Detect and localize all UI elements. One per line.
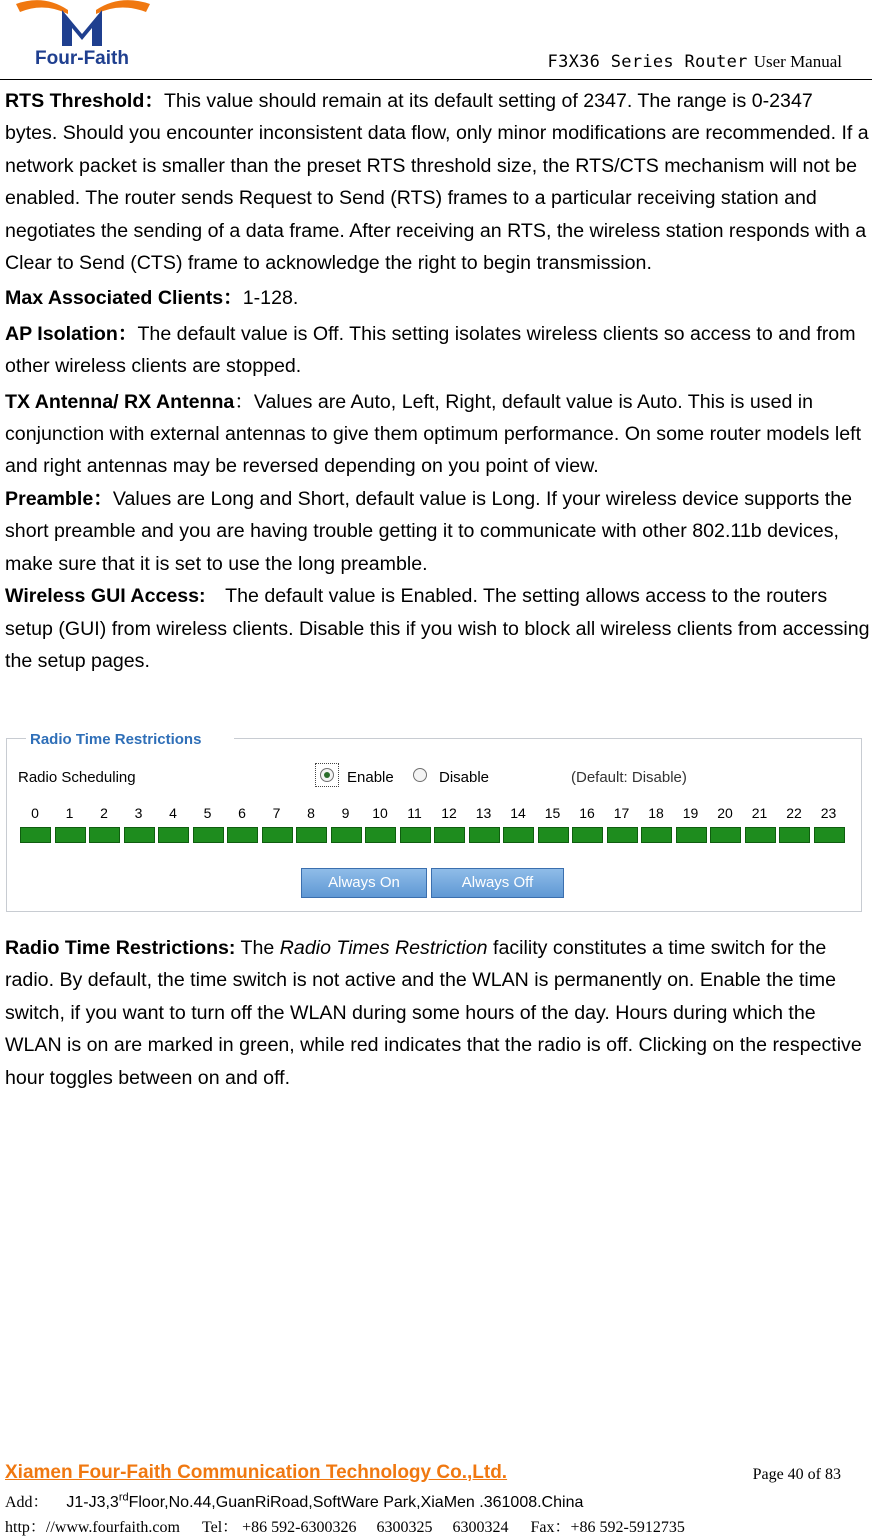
manual-content [5, 85, 870, 677]
paragraph-max-clients [5, 282, 870, 314]
address-label: Add： [5, 1494, 49, 1511]
hour-label-9: 9 [341, 805, 350, 821]
term-ap-isolation: AP Isolation： [5, 322, 138, 345]
hour-label-16: 16 [579, 805, 595, 821]
hour-label-5: 5 [203, 805, 212, 821]
address-pre: J1-J3,3 [66, 1494, 119, 1511]
hour-toggle-15[interactable] [538, 827, 569, 843]
footer-page-number: Page 40 of 83 [752, 1466, 841, 1483]
hour-toggle-2[interactable] [89, 827, 120, 843]
hour-label-10: 10 [372, 805, 388, 821]
text-ap-isolation: The default value is Off. This setting isolates wireless clients so access to and from other wireless clients are stopped. [5, 322, 856, 378]
hour-toggle-19[interactable] [676, 827, 707, 843]
enable-radio[interactable] [320, 768, 334, 782]
header-series: F3X36 Series Router [547, 52, 748, 72]
hour-label-17: 17 [613, 805, 630, 821]
desc-italic: Radio Times Restriction [279, 937, 488, 959]
radio-time-restrictions-panel [6, 731, 862, 912]
hour-label-19: 19 [682, 805, 699, 821]
term-radio-time: Radio Time Restrictions: [5, 937, 236, 959]
term-preamble: Preamble： [5, 487, 113, 510]
hour-toggle-6[interactable] [227, 827, 258, 843]
hour-toggle-8[interactable] [296, 827, 327, 843]
hour-toggle-3[interactable] [124, 827, 155, 843]
hour-toggle-16[interactable] [572, 827, 603, 843]
paragraph-wireless-gui [5, 580, 870, 677]
hour-toggle-10[interactable] [365, 827, 396, 843]
disable-radio-label: Disable [439, 769, 490, 786]
text-preamble: Values are Long and Short, default value is Long. If your wireless device supports the short preamble and you are having trouble getting it to communicate with other 802.11b devices, make sure that it is set to use the long preamble. [5, 487, 853, 575]
fieldset-top-border-left [6, 738, 26, 739]
hour-toggle-9[interactable] [331, 827, 362, 843]
hour-label-7: 7 [272, 805, 281, 821]
header-manual: User Manual [753, 52, 842, 71]
desc-text: facility constitutes a time switch for the radio. By default, the time switch is not active and the WLAN is permanently on. Enable the time switch, if you want to turn off the WLAN during some hours of the day. Hours during which the WLAN is on are marked in green, while red indicates that the radio is off. Clicking on the respective hour toggles between on and off. [5, 937, 862, 1089]
hour-label-11: 11 [407, 805, 422, 821]
hour-toggle-14[interactable] [503, 827, 534, 843]
hour-toggle-11[interactable] [400, 827, 431, 843]
hour-label-13: 13 [475, 805, 492, 821]
hour-toggle-22[interactable] [779, 827, 810, 843]
hour-label-4: 4 [169, 805, 177, 821]
term-max-clients: Max Associated Clients： [5, 287, 243, 310]
hour-label-18: 18 [648, 805, 664, 821]
hour-label-20: 20 [717, 805, 733, 821]
hour-toggle-1[interactable] [55, 827, 86, 843]
term-rts-threshold: RTS Threshold： [5, 90, 164, 112]
hour-label-3: 3 [134, 805, 143, 821]
hour-toggle-20[interactable] [710, 827, 741, 843]
disable-radio[interactable] [413, 768, 427, 782]
paragraph-ap-isolation [5, 318, 870, 383]
hour-label-8: 8 [307, 805, 315, 821]
hour-label-21: 21 [751, 805, 768, 821]
hour-toggle-7[interactable] [262, 827, 293, 843]
svg-text:Four-Faith: Four-Faith [35, 48, 129, 69]
fieldset-top-border-right [234, 738, 862, 739]
hour-toggle-13[interactable] [469, 827, 500, 843]
hour-toggle-17[interactable] [607, 827, 638, 843]
text-antenna: ：Values are Auto, Left, Right, default value is Auto. This is used in conjunction with external antennas to give them optimum performance. On some router models left and right antennas may be reversed depending on you point of view. [5, 390, 862, 478]
hour-label-23: 23 [820, 805, 837, 821]
hour-toggle-18[interactable] [641, 827, 672, 843]
hour-toggle-12[interactable] [434, 827, 465, 843]
paragraph-antenna [5, 386, 870, 483]
term-antenna: TX Antenna/ RX Antenna [5, 390, 235, 413]
hour-toggle-0[interactable] [20, 827, 51, 843]
address-post: Floor,No.44,GuanRiRoad,SoftWare Park,XiaMen .361008.China [128, 1494, 584, 1511]
address-sup: rd [118, 1491, 129, 1504]
four-faith-logo [4, 0, 160, 70]
hour-label-14: 14 [510, 805, 526, 821]
radio-scheduling-label: Radio Scheduling [18, 769, 136, 786]
default-note: (Default: Disable) [571, 769, 687, 786]
footer-website: http：//www.fourfaith.com [5, 1519, 180, 1536]
always-on-button[interactable]: Always On [301, 868, 427, 898]
hour-toggle-21[interactable] [745, 827, 776, 843]
footer-company: Xiamen Four-Faith Communication Technology Co.,Ltd. [5, 1462, 508, 1483]
footer-address [5, 1489, 583, 1512]
hour-label-6: 6 [238, 805, 246, 821]
header-divider [0, 79, 872, 80]
text-wireless-gui: The default value is Enabled. The setting allows access to the routers setup (GUI) from wireless clients. Disable this if you wish to block all wireless clients from accessing the setup pages. [5, 585, 870, 672]
header-title [548, 52, 842, 72]
footer-tel: Tel： +86 592-6300326 6300325 6300324 [201, 1519, 509, 1536]
footer-fax: Fax：+86 592-5912735 [530, 1519, 685, 1536]
text-rts-threshold: This value should remain at its default setting of 2347. The range is 0-2347 bytes. Should you encounter inconsistent data flow, only minor modifications are recommended. If a network packet is smaller than the preset RTS threshold size, the RTS/CTS mechanism will not be enabled. The router sends Request to Send (RTS) frames to a particular receiving station and negotiates the sending of a data frame. After receiving an RTS, the wireless station responds with a Clear to Send (CTS) frame to acknowledge the right to begin transmission. [5, 90, 869, 275]
hour-label-0: 0 [31, 805, 39, 821]
hour-label-15: 15 [544, 805, 561, 821]
hour-label-2: 2 [100, 805, 108, 821]
hour-toggle-4[interactable] [158, 827, 189, 843]
always-off-button[interactable]: Always Off [431, 868, 564, 898]
hour-label-1: 1 [65, 805, 74, 821]
hour-toggle-5[interactable] [193, 827, 224, 843]
term-wireless-gui: Wireless GUI Access: [5, 585, 206, 608]
hour-label-22: 22 [786, 805, 802, 821]
desc-pre: The [235, 937, 280, 959]
hour-toggle-23[interactable] [814, 827, 845, 843]
paragraph-preamble [5, 483, 870, 580]
paragraph-rts-threshold [5, 85, 870, 279]
paragraph-radio-time-restrictions [5, 932, 870, 1094]
radio-time-legend: Radio Time Restrictions [27, 731, 204, 748]
text-max-clients: 1-128. [242, 287, 299, 310]
enable-radio-label: Enable [347, 769, 394, 786]
hour-label-12: 12 [441, 805, 457, 821]
